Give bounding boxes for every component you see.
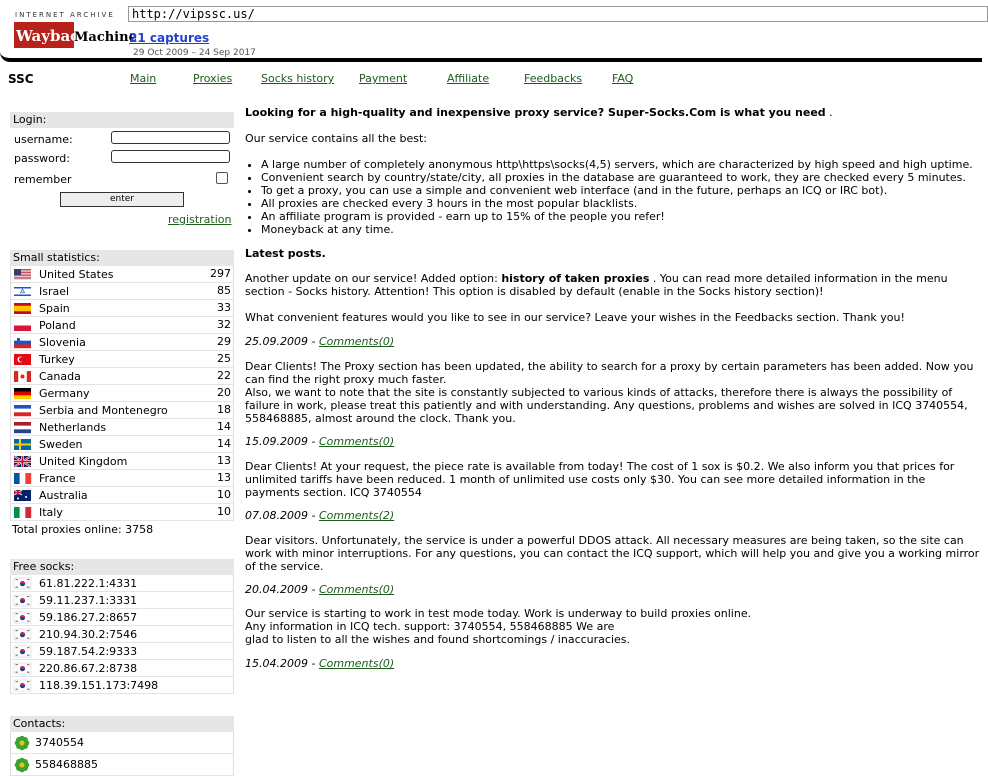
- country-count: 10: [217, 488, 231, 501]
- contacts-list: [10, 732, 234, 776]
- registration-link[interactable]: registration: [168, 213, 232, 226]
- country-name: Israel: [39, 285, 70, 298]
- post-meta: 25.09.2009 - Comments(0): [245, 335, 395, 348]
- post-text: Any information in ICQ tech. support: 3740554, 558468885 We are: [245, 620, 615, 633]
- country-count: 18: [217, 403, 231, 416]
- nl-flag-icon: [14, 422, 31, 433]
- gb-flag-icon: [14, 456, 31, 467]
- kr-flag-icon: [14, 680, 31, 691]
- post-date: 15.09.2009: [245, 435, 308, 448]
- nav-feedbacks[interactable]: Feedbacks: [524, 72, 583, 85]
- country-name: Serbia and Montenegro: [39, 404, 168, 417]
- password-input[interactable]: [111, 150, 230, 163]
- wayback-logo[interactable]: [14, 22, 137, 48]
- stats-table: [10, 266, 234, 521]
- country-count: 13: [217, 471, 231, 484]
- post-text: Dear Clients! At your request, the piece rate is available from today! The cost of 1 sox is $0.2. We also inform you that prices for unlimited tariffs have been reduced. 1 month of unlimited use costs only $30. You can see more detailed information in the payments section. ICQ 3740554: [245, 460, 955, 499]
- post-text: glad to listen to all the wishes and found shortcomings / inaccuracies.: [245, 633, 630, 646]
- comments-link[interactable]: Comments(0): [318, 335, 395, 348]
- country-count: 13: [217, 454, 231, 467]
- remember-label: remember: [14, 173, 72, 186]
- ca-flag-icon: [14, 371, 31, 382]
- nav-affiliate[interactable]: Affiliate: [447, 72, 490, 85]
- enter-button[interactable]: enter: [60, 192, 184, 207]
- kr-flag-icon: [14, 663, 31, 674]
- stats-row: [11, 266, 233, 283]
- country-count: 33: [217, 301, 231, 314]
- comments-link[interactable]: Comments(0): [318, 657, 395, 670]
- nav-payment[interactable]: Payment: [359, 72, 408, 85]
- icq-flower-icon: [14, 735, 30, 751]
- stats-row: [11, 487, 233, 504]
- post-date: 25.09.2009: [245, 335, 308, 348]
- free-sock-item: [11, 643, 233, 660]
- feature-item: • To get a proxy, you can use a simple and convenient web interface (and in the future, perhaps an ICQ or IRC bot).: [261, 184, 973, 197]
- wayback-url-input[interactable]: http://vipssc.us/: [128, 6, 988, 22]
- country-count: 25: [217, 352, 231, 365]
- free-sock-item: [11, 660, 233, 677]
- country-name: Canada: [39, 370, 81, 383]
- stats-row: [11, 351, 233, 368]
- us-flag-icon: [14, 269, 31, 280]
- stats-row: [11, 419, 233, 436]
- country-name: Germany: [39, 387, 90, 400]
- post-text: What convenient features would you like to see in our service? Leave your wishes in the Feedbacks section. Thank you!: [245, 311, 905, 324]
- country-count: 14: [217, 420, 231, 433]
- free-sock-item: [11, 677, 233, 694]
- stats-row: [11, 317, 233, 334]
- latest-posts-heading: Latest posts.: [245, 247, 326, 260]
- post-date: 20.04.2009: [245, 583, 308, 596]
- username-input[interactable]: [111, 131, 230, 144]
- feature-item: • Convenient search by country/state/city, all proxies in the database are guaranteed to work, they are checked every 5 minutes.: [261, 171, 973, 184]
- free-sock-item: [11, 609, 233, 626]
- sock-address: 61.81.222.1:4331: [39, 577, 138, 590]
- country-name: Sweden: [39, 438, 83, 451]
- post-meta: 07.08.2009 - Comments(2): [245, 509, 395, 522]
- remember-checkbox[interactable]: [216, 172, 228, 184]
- intro-subtitle: Our service contains all the best:: [245, 132, 428, 145]
- site-name: SSC: [8, 72, 34, 86]
- wayback-toolbar: [0, 0, 982, 62]
- country-name: Turkey: [39, 353, 75, 366]
- free-socks-list: [10, 575, 234, 694]
- nav-proxies[interactable]: Proxies: [193, 72, 233, 85]
- icq-number: 3740554: [35, 736, 84, 749]
- se-flag-icon: [14, 439, 31, 450]
- stats-row: [11, 436, 233, 453]
- stats-row: [11, 385, 233, 402]
- stats-row: [11, 334, 233, 351]
- es-flag-icon: [14, 303, 31, 314]
- icq-number: 558468885: [35, 758, 98, 771]
- post-date: 07.08.2009: [245, 509, 308, 522]
- free-sock-item: [11, 626, 233, 643]
- features-list: [245, 158, 973, 236]
- post-meta: 20.04.2009 - Comments(0): [245, 583, 395, 596]
- stats-row: [11, 453, 233, 470]
- svg-text:Wayback: Wayback: [16, 27, 90, 45]
- post-text: Dear Clients! The Proxy section has been updated, the ability to search for a proxy by certain parameters has been added. Now you can find the right proxy much faster.: [245, 360, 974, 386]
- tr-flag-icon: [14, 354, 31, 365]
- il-flag-icon: [14, 286, 31, 297]
- post-text: Another update on our service! Added option: history of taken proxies . You can read more detailed information in the menu section - Socks history. Attention! This option is disabled by default (enable in the Socks history section)!: [245, 272, 948, 298]
- country-name: United States: [39, 268, 114, 281]
- sock-address: 59.186.27.2:8657: [39, 611, 138, 624]
- kr-flag-icon: [14, 612, 31, 623]
- country-name: Slovenia: [39, 336, 86, 349]
- country-name: Poland: [39, 319, 76, 332]
- country-name: Italy: [39, 506, 63, 519]
- icq-flower-icon: [14, 757, 30, 773]
- country-name: France: [39, 472, 76, 485]
- country-count: 10: [217, 505, 231, 518]
- post-text: Dear visitors. Unfortunately, the service is under a powerful DDOS attack. All necessary measures are being taken, so the site can work with minor interruptions. For any questions, you can contact the ICQ support, which will help you and give you a working mirror of the service.: [245, 534, 980, 573]
- free-socks-title: Free socks:: [10, 559, 234, 575]
- free-sock-item: [11, 575, 233, 592]
- sock-address: 118.39.151.173:7498: [39, 679, 159, 692]
- stats-row: [11, 504, 233, 521]
- country-count: 22: [217, 369, 231, 382]
- sock-address: 210.94.30.2:7546: [39, 628, 138, 641]
- stats-row: [11, 470, 233, 487]
- nav-faq[interactable]: FAQ: [612, 72, 634, 85]
- nav-socks-history[interactable]: Socks history: [261, 72, 335, 85]
- sock-address: 59.11.237.1:3331: [39, 594, 138, 607]
- free-sock-item: [11, 592, 233, 609]
- country-count: 85: [217, 284, 231, 297]
- contact-item: [11, 732, 233, 754]
- captures-link[interactable]: 21 captures: [129, 31, 210, 45]
- password-label: password:: [14, 152, 70, 165]
- comments-link[interactable]: Comments(2): [318, 509, 395, 522]
- country-count: 20: [217, 386, 231, 399]
- country-name: Spain: [39, 302, 70, 315]
- stats-row: [11, 283, 233, 300]
- kr-flag-icon: [14, 578, 31, 589]
- stats-title: Small statistics:: [10, 250, 234, 266]
- country-count: 297: [210, 267, 231, 280]
- country-name: United Kingdom: [39, 455, 128, 468]
- kr-flag-icon: [14, 629, 31, 640]
- svg-text:Machine: Machine: [74, 30, 137, 45]
- pl-flag-icon: [14, 320, 31, 331]
- au-flag-icon: [14, 490, 31, 501]
- contacts-title: Contacts:: [10, 716, 234, 732]
- post-date: 15.04.2009: [245, 657, 308, 670]
- de-flag-icon: [14, 388, 31, 399]
- stats-row: [11, 368, 233, 385]
- total-proxies: Total proxies online: 3758: [12, 523, 154, 536]
- kr-flag-icon: [14, 646, 31, 657]
- post-meta: 15.09.2009 - Comments(0): [245, 435, 395, 448]
- sock-address: 220.86.67.2:8738: [39, 662, 138, 675]
- country-count: 14: [217, 437, 231, 450]
- contact-item: [11, 754, 233, 776]
- post-text: Also, we want to note that the site is constantly subjected to various kinds of attacks, therefore there is always the possibility of failure in work, please treat this patiently and with understanding. Any questions, problems and wishes are solved in ICQ 3740554, 558468885, almost around the clock. Thank you.: [245, 386, 968, 425]
- feature-item: • All proxies are checked every 3 hours in the most popular blacklists.: [261, 197, 973, 210]
- country-count: 32: [217, 318, 231, 331]
- comments-link[interactable]: Comments(0): [318, 583, 395, 596]
- post-text: Our service is starting to work in test mode today. Work is underway to build proxies online.: [245, 607, 752, 620]
- sock-address: 59.187.54.2:9333: [39, 645, 138, 658]
- si-flag-icon: [14, 337, 31, 348]
- country-count: 29: [217, 335, 231, 348]
- nav-main[interactable]: Main: [130, 72, 157, 85]
- ia-label: INTERNET ARCHIVE: [15, 11, 115, 19]
- feature-item: • Moneyback at any time.: [261, 223, 973, 236]
- country-name: Netherlands: [39, 421, 107, 434]
- stats-row: [11, 300, 233, 317]
- intro-heading: Looking for a high-quality and inexpensive proxy service? Super-Socks.Com is what you need .: [245, 106, 833, 119]
- stats-row: [11, 402, 233, 419]
- country-name: Australia: [39, 489, 88, 502]
- login-title: Login:: [10, 112, 234, 128]
- kr-flag-icon: [14, 595, 31, 606]
- comments-link[interactable]: Comments(0): [318, 435, 395, 448]
- feature-item: • A large number of completely anonymous http\https\socks(4,5) servers, which are characterized by high speed and high uptime.: [261, 158, 973, 171]
- captures-range: 29 Oct 2009 – 24 Sep 2017: [133, 48, 256, 58]
- post-meta: 15.04.2009 - Comments(0): [245, 657, 395, 670]
- it-flag-icon: [14, 507, 31, 518]
- cs-flag-icon: [14, 405, 31, 416]
- username-label: username:: [14, 133, 73, 146]
- feature-item: • An affiliate program is provided - earn up to 15% of the people you refer!: [261, 210, 973, 223]
- fr-flag-icon: [14, 473, 31, 484]
